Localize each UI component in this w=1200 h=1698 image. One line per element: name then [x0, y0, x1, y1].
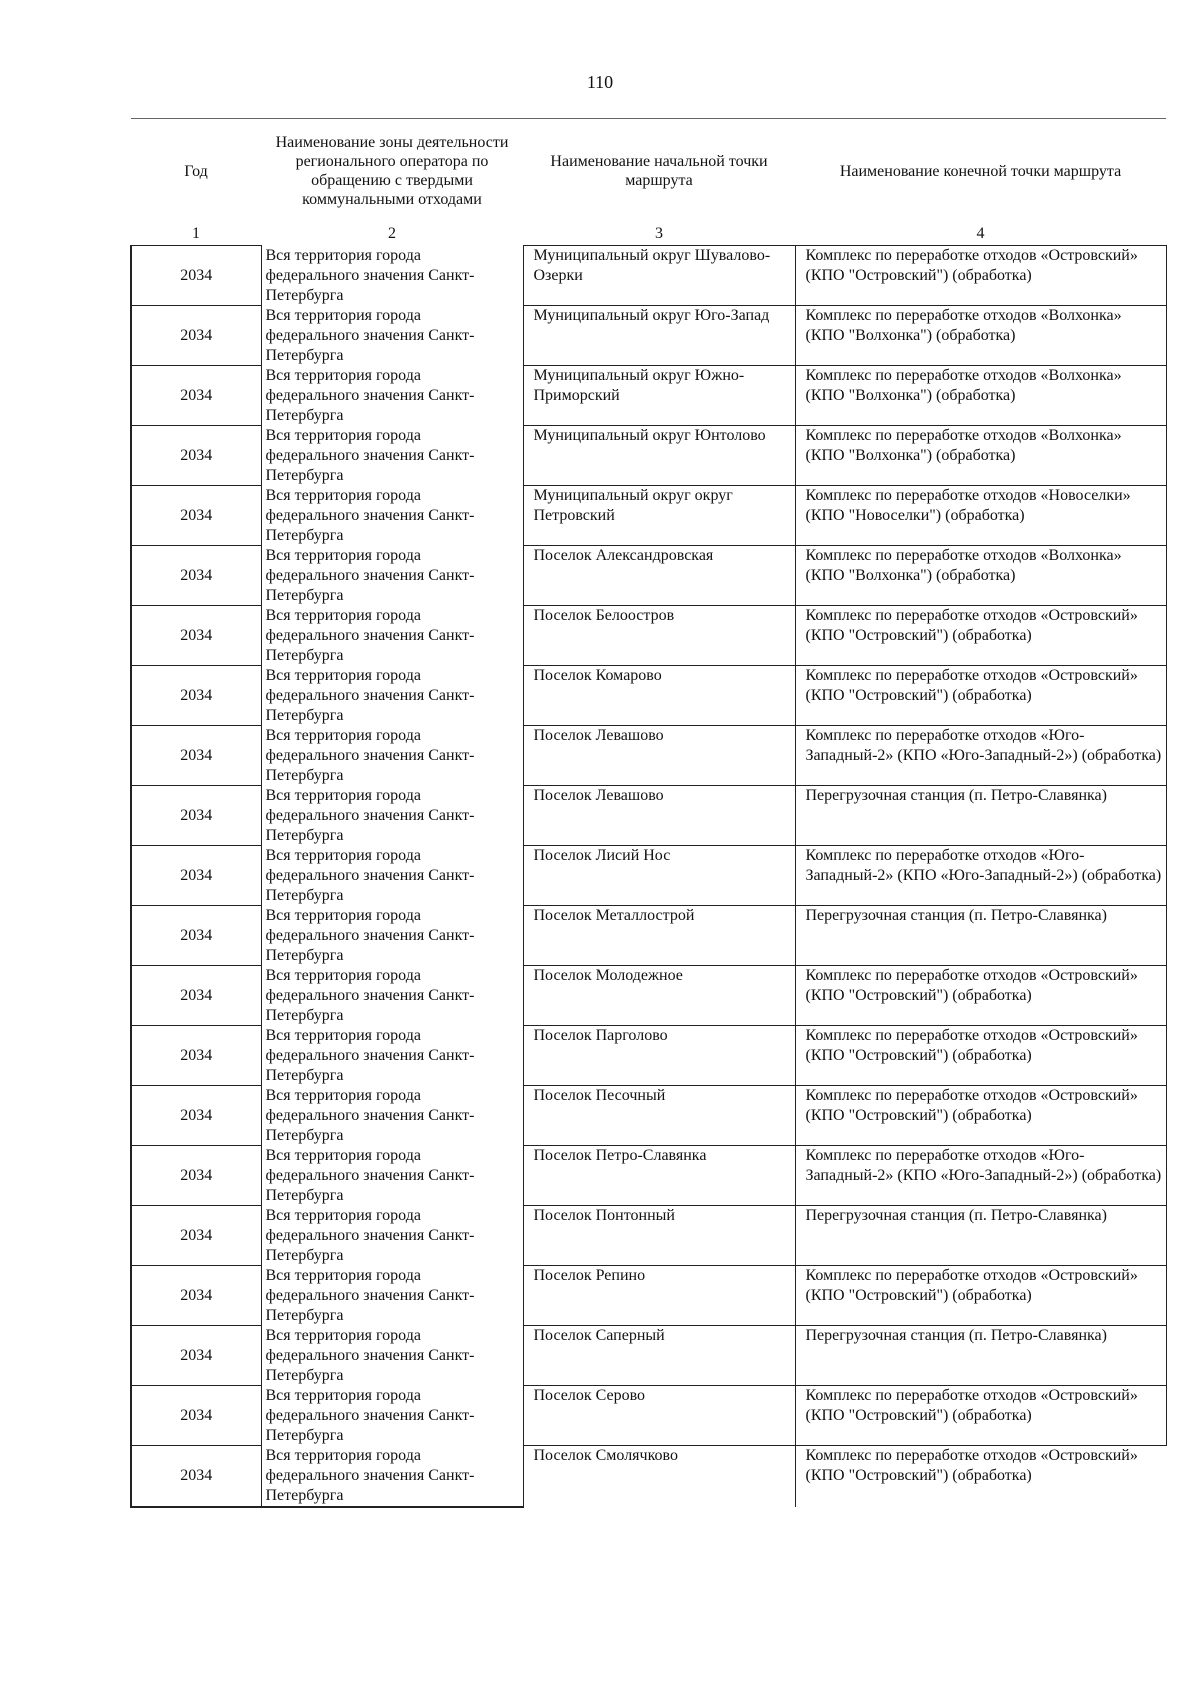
table-row — [131, 1026, 1166, 1086]
cell-zone: Вся территория города федерального значения Санкт-Петербурга — [261, 1446, 523, 1507]
cell-end-point: Комплекс по переработке отходов «Юго-Западный-2» (КПО «Юго-Западный-2») (обработка) — [795, 1146, 1166, 1206]
cell-year: 2034 — [131, 1266, 261, 1326]
cell-year: 2034 — [131, 726, 261, 786]
cell-zone: Вся территория города федерального значения Санкт-Петербурга — [265, 726, 475, 784]
column-number: 1 — [192, 225, 200, 242]
cell-zone: Вся территория города федерального значения Санкт-Петербурга — [265, 1026, 475, 1084]
cell-zone: Вся территория города федерального значения Санкт-Петербурга — [265, 906, 475, 964]
cell-start-point: Поселок Серово — [523, 1386, 795, 1446]
cell-zone: Вся территория города федерального значения Санкт-Петербурга — [265, 366, 475, 424]
cell-start-point: Поселок Левашово — [523, 726, 795, 786]
table-row — [131, 306, 1166, 366]
cell-end-point: Комплекс по переработке отходов «Островский» (КПО "Островский") (обработка) — [795, 1386, 1166, 1446]
cell-start-point: Поселок Саперный — [523, 1326, 795, 1386]
cell-end-point: Комплекс по переработке отходов «Волхонка» (КПО "Волхонка") (обработка) — [795, 366, 1166, 426]
cell-year: 2034 — [131, 546, 261, 606]
cell-year: 2034 — [131, 426, 261, 486]
cell-start-point: Поселок Репино — [523, 1266, 795, 1326]
cell-zone: Вся территория города федерального значения Санкт-Петербурга — [265, 1206, 475, 1264]
header-end-point: Наименование конечной точки маршрута — [795, 119, 1166, 224]
cell-start-point: Муниципальный округ округ Петровский — [523, 486, 795, 546]
table-row — [131, 1446, 1166, 1507]
page-number: 110 — [586, 72, 614, 92]
cell-year: 2034 — [131, 1086, 261, 1146]
cell-end-point: Комплекс по переработке отходов «Волхонка» (КПО "Волхонка") (обработка) — [795, 546, 1166, 606]
cell-year: 2034 — [131, 666, 261, 726]
cell-end-point: Комплекс по переработке отходов «Юго-Западный-2» (КПО «Юго-Западный-2») (обработка) — [795, 846, 1166, 906]
table-row — [131, 1086, 1166, 1146]
table-row — [131, 726, 1166, 786]
cell-end-point: Комплекс по переработке отходов «Юго-Западный-2» (КПО «Юго-Западный-2») (обработка) — [795, 726, 1166, 786]
cell-start-point: Поселок Смолячково — [523, 1446, 795, 1507]
cell-end-point: Перегрузочная станция (п. Петро-Славянка) — [795, 906, 1166, 966]
cell-end-point: Комплекс по переработке отходов «Островский» (КПО "Островский") (обработка) — [795, 1446, 1166, 1507]
table-row — [131, 846, 1166, 906]
cell-end-point: Комплекс по переработке отходов «Волхонка» (КПО "Волхонка") (обработка) — [795, 306, 1166, 366]
table-row — [131, 1266, 1166, 1326]
cell-start-point: Поселок Комарово — [523, 666, 795, 726]
table-row — [131, 1386, 1166, 1446]
cell-year: 2034 — [131, 1026, 261, 1086]
cell-year: 2034 — [131, 246, 261, 306]
cell-end-point: Комплекс по переработке отходов «Волхонка» (КПО "Волхонка") (обработка) — [795, 426, 1166, 486]
header-year: Год — [131, 119, 261, 224]
cell-end-point: Комплекс по переработке отходов «Островский» (КПО "Островский") (обработка) — [795, 966, 1166, 1026]
cell-start-point: Поселок Металлострой — [523, 906, 795, 966]
header-start-point: Наименование начальной точки маршрута — [523, 119, 795, 224]
cell-zone: Вся территория города федерального значения Санкт-Петербурга — [265, 666, 475, 724]
cell-zone: Вся территория города федерального значения Санкт-Петербурга — [265, 606, 475, 664]
cell-year: 2034 — [131, 606, 261, 666]
cell-year: 2034 — [131, 486, 261, 546]
cell-zone: Вся территория города федерального значения Санкт-Петербурга — [265, 1386, 475, 1444]
cell-end-point: Перегрузочная станция (п. Петро-Славянка) — [795, 1206, 1166, 1266]
cell-start-point: Поселок Лисий Нос — [523, 846, 795, 906]
table-row — [131, 366, 1166, 426]
cell-end-point: Комплекс по переработке отходов «Островский» (КПО "Островский") (обработка) — [795, 1086, 1166, 1146]
cell-year: 2034 — [131, 366, 261, 426]
cell-zone: Вся территория города федерального значения Санкт-Петербурга — [265, 426, 475, 484]
routes-table — [130, 118, 1167, 1508]
cell-start-point: Поселок Петро-Славянка — [523, 1146, 795, 1206]
table-row — [131, 1326, 1166, 1386]
cell-year: 2034 — [131, 1386, 261, 1446]
cell-start-point: Муниципальный округ Юнтолово — [523, 426, 795, 486]
cell-start-point: Муниципальный округ Юго-Запад — [523, 306, 795, 366]
table-row — [131, 666, 1166, 726]
cell-end-point: Комплекс по переработке отходов «Островский» (КПО "Островский") (обработка) — [795, 1026, 1166, 1086]
cell-start-point: Поселок Песочный — [523, 1086, 795, 1146]
table-header — [131, 119, 1166, 246]
table-row — [131, 486, 1166, 546]
cell-year: 2034 — [131, 1206, 261, 1266]
cell-zone: Вся территория города федерального значения Санкт-Петербурга — [265, 966, 475, 1024]
cell-year: 2034 — [131, 306, 261, 366]
cell-year: 2034 — [131, 966, 261, 1026]
cell-year: 2034 — [131, 906, 261, 966]
table-row — [131, 906, 1166, 966]
column-number: 3 — [655, 225, 663, 242]
table-row — [131, 246, 1166, 306]
table-row — [131, 1206, 1166, 1266]
column-number: 2 — [388, 225, 396, 243]
cell-zone: Вся территория города федерального значения Санкт-Петербурга — [265, 846, 475, 904]
table-row — [131, 606, 1166, 666]
table-body — [131, 246, 1166, 1507]
cell-start-point: Поселок Молодежное — [523, 966, 795, 1026]
cell-zone: Вся территория города федерального значения Санкт-Петербурга — [265, 1266, 475, 1324]
table-row — [131, 546, 1166, 606]
cell-end-point: Комплекс по переработке отходов «Островский» (КПО "Островский") (обработка) — [795, 666, 1166, 726]
cell-end-point: Перегрузочная станция (п. Петро-Славянка) — [795, 1326, 1166, 1386]
cell-start-point: Поселок Парголово — [523, 1026, 795, 1086]
cell-year: 2034 — [131, 846, 261, 906]
cell-start-point: Поселок Понтонный — [523, 1206, 795, 1266]
table-row — [131, 426, 1166, 486]
cell-zone: Вся территория города федерального значения Санкт-Петербурга — [265, 246, 475, 304]
header-zone: Наименование зоны деятельности регионального оператора по обращению с твердыми коммунальными отходами — [261, 119, 523, 224]
cell-year: 2034 — [131, 1326, 261, 1386]
cell-year: 2034 — [131, 786, 261, 846]
table-row — [131, 1146, 1166, 1206]
cell-end-point: Комплекс по переработке отходов «Островский» (КПО "Островский") (обработка) — [795, 1266, 1166, 1326]
cell-end-point: Комплекс по переработке отходов «Островский» (КПО "Островский") (обработка) — [795, 246, 1166, 306]
cell-zone: Вся территория города федерального значения Санкт-Петербурга — [265, 1086, 475, 1144]
cell-start-point: Поселок Белоостров — [523, 606, 795, 666]
cell-end-point: Комплекс по переработке отходов «Новоселки» (КПО "Новоселки") (обработка) — [795, 486, 1166, 546]
cell-year: 2034 — [131, 1446, 261, 1507]
cell-zone: Вся территория города федерального значения Санкт-Петербурга — [265, 786, 475, 844]
cell-start-point: Поселок Левашово — [523, 786, 795, 846]
cell-zone: Вся территория города федерального значения Санкт-Петербурга — [265, 546, 475, 604]
cell-year: 2034 — [131, 1146, 261, 1206]
cell-zone: Вся территория города федерального значения Санкт-Петербурга — [265, 1326, 475, 1384]
cell-zone: Вся территория города федерального значения Санкт-Петербурга — [265, 486, 475, 544]
cell-start-point: Муниципальный округ Шувалово-Озерки — [523, 246, 795, 306]
column-number: 4 — [976, 225, 985, 242]
cell-zone: Вся территория города федерального значения Санкт-Петербурга — [265, 306, 475, 364]
cell-start-point: Поселок Александровская — [523, 546, 795, 606]
cell-start-point: Муниципальный округ Южно-Приморский — [523, 366, 795, 426]
cell-end-point: Перегрузочная станция (п. Петро-Славянка) — [795, 786, 1166, 846]
cell-end-point: Комплекс по переработке отходов «Островский» (КПО "Островский") (обработка) — [795, 606, 1166, 666]
table-row — [131, 786, 1166, 846]
table-row — [131, 966, 1166, 1026]
cell-zone: Вся территория города федерального значения Санкт-Петербурга — [265, 1146, 475, 1204]
